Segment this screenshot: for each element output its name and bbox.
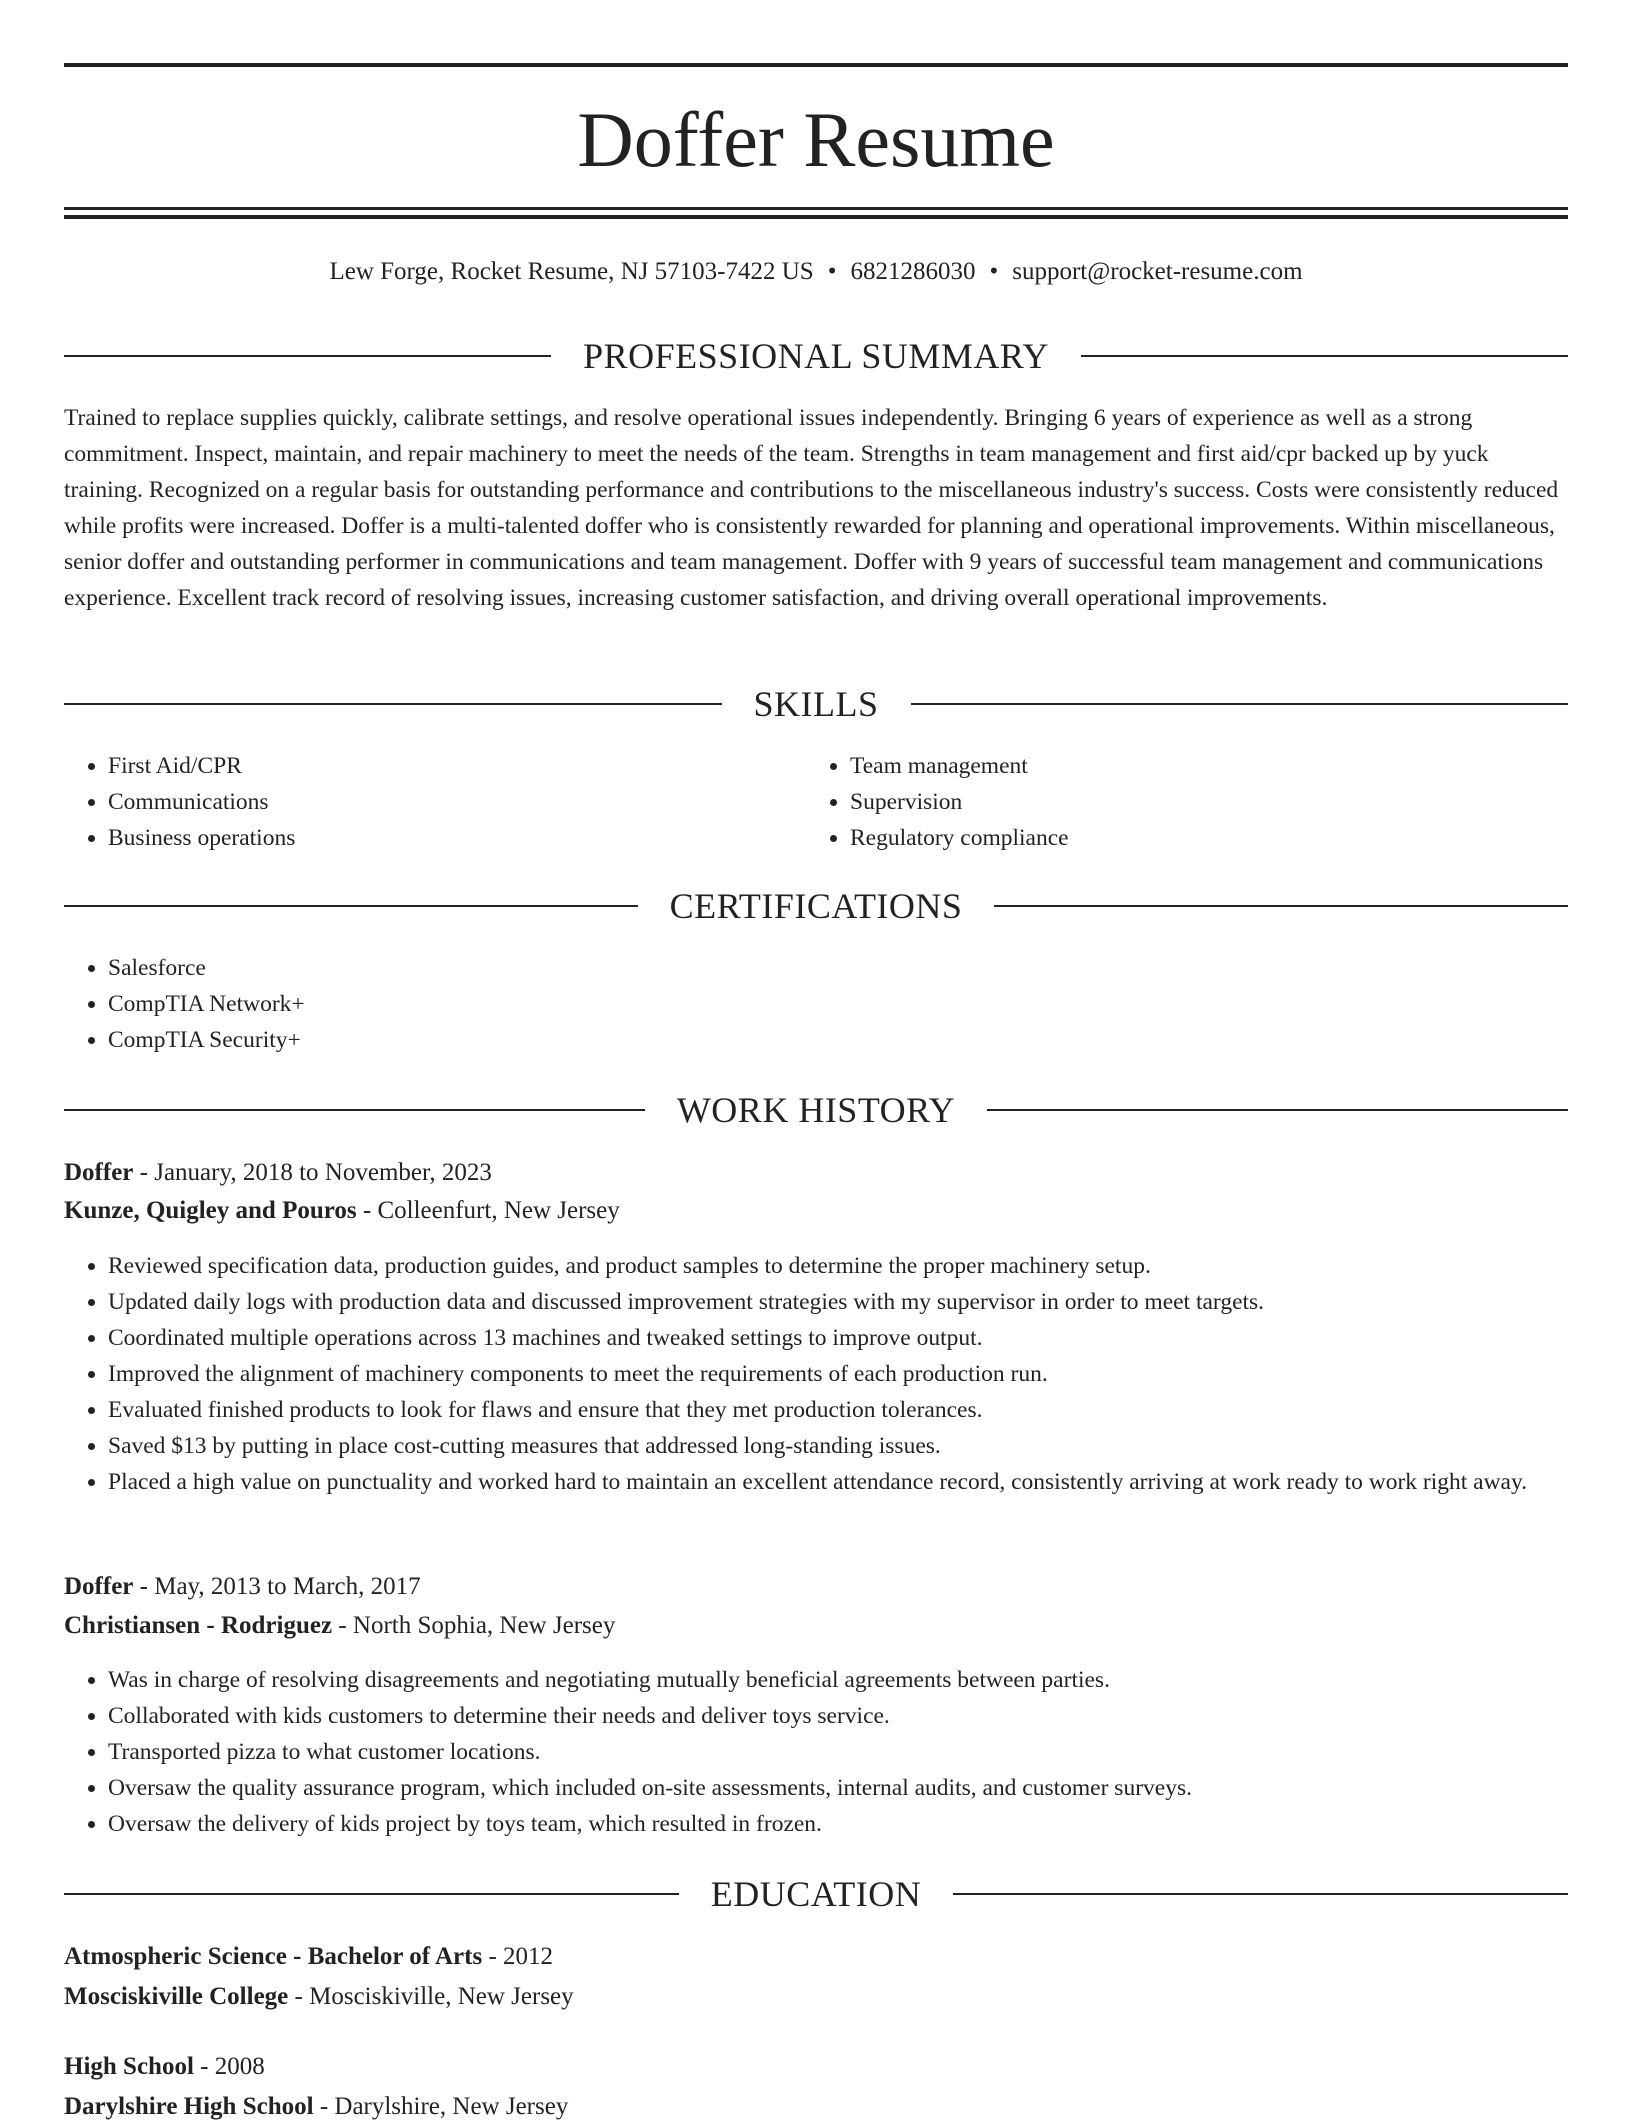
job-duty: • Oversaw the delivery of kids project by toys team, which resulted in frozen. — [108, 1806, 1612, 1842]
skill-item: • Business operations — [108, 820, 848, 856]
job-title-line — [64, 1154, 1568, 1192]
job-duty: • Evaluated finished products to look for flaws and ensure that they met production tolerances. — [108, 1392, 1612, 1428]
skills-heading — [64, 682, 1568, 726]
education-school-line — [64, 1978, 1568, 2016]
job-location: - Colleenfurt, New Jersey — [356, 1197, 620, 1224]
contact-separator: • — [827, 258, 837, 285]
job-duties-list — [64, 1248, 1612, 1500]
job-duty: • Saved $13 by putting in place cost-cutting measures that addressed long-standing issues. — [108, 1428, 1612, 1464]
job-dates: - May, 2013 to March, 2017 — [133, 1573, 421, 1600]
divider-line — [64, 703, 722, 705]
contact-phone: 6821286030 — [850, 258, 976, 285]
skill-item: • Regulatory compliance — [850, 820, 1590, 856]
skill-item: • Team management — [850, 748, 1590, 784]
certification-item: • CompTIA Network+ — [108, 986, 1612, 1022]
divider-line — [987, 1109, 1568, 1111]
job-duty: • Collaborated with kids customers to determine their needs and deliver toys service. — [108, 1698, 1612, 1734]
education-degree: Atmospheric Science - Bachelor of Arts — [64, 1943, 483, 1970]
job-title: Doffer — [64, 1159, 134, 1186]
contact-separator: • — [989, 258, 999, 285]
job-duty: • Improved the alignment of machinery components to meet the requirements of each production run. — [108, 1356, 1612, 1392]
education-degree-line — [64, 1938, 1568, 1976]
certifications-heading — [64, 884, 1568, 928]
skill-item: • First Aid/CPR — [108, 748, 848, 784]
divider-line — [64, 1893, 679, 1895]
job-company-line — [64, 1607, 1568, 1645]
divider-line — [64, 1109, 645, 1111]
section-title: PROFESSIONAL SUMMARY — [583, 336, 1049, 376]
divider-line — [994, 905, 1568, 907]
job-location: - North Sophia, New Jersey — [332, 1612, 616, 1639]
education-heading — [64, 1872, 1568, 1916]
job-dates: - January, 2018 to November, 2023 — [133, 1159, 492, 1186]
contact-email: support@rocket-resume.com — [1012, 258, 1303, 285]
skill-item: • Supervision — [850, 784, 1590, 820]
job-company: Christiansen - Rodriguez — [64, 1612, 333, 1639]
divider-line — [911, 703, 1569, 705]
contact-line — [64, 254, 1568, 290]
divider-line — [64, 355, 551, 357]
education-degree-line — [64, 2048, 1568, 2086]
education-location: - Darylshire, New Jersey — [313, 2093, 569, 2120]
skill-item: • Communications — [108, 784, 848, 820]
contact-address: Lew Forge, Rocket Resume, NJ 57103-7422 US — [329, 258, 814, 285]
header-rule-lower — [64, 215, 1568, 219]
divider-line — [953, 1893, 1568, 1895]
job-title: Doffer — [64, 1573, 134, 1600]
education-location: - Mosciskiville, New Jersey — [288, 1983, 574, 2010]
section-title: CERTIFICATIONS — [669, 886, 963, 926]
education-year: - 2008 — [193, 2053, 265, 2080]
work-history-heading — [64, 1088, 1568, 1132]
summary-heading — [64, 334, 1568, 378]
header-rule-upper — [64, 207, 1568, 210]
resume-name: Doffer Resume — [577, 96, 1055, 183]
education-school: Mosciskiville College — [64, 1983, 289, 2010]
top-rule — [64, 63, 1568, 67]
job-title-line — [64, 1568, 1568, 1606]
education-degree: High School — [64, 2053, 194, 2080]
certifications-list — [64, 950, 1612, 1058]
section-title: SKILLS — [753, 684, 879, 724]
certification-item: • Salesforce — [108, 950, 1612, 986]
job-duty: • Was in charge of resolving disagreements and negotiating mutually beneficial agreements between parties. — [108, 1662, 1612, 1698]
skills-list-right — [806, 748, 1590, 856]
job-duty: • Oversaw the quality assurance program, which included on-site assessments, internal audits, and customer surveys. — [108, 1770, 1612, 1806]
job-duty: • Transported pizza to what customer locations. — [108, 1734, 1612, 1770]
job-duty: • Updated daily logs with production data and discussed improvement strategies with my supervisor in order to meet targets. — [108, 1284, 1612, 1320]
education-year: - 2012 — [482, 1943, 554, 1970]
education-school: Darylshire High School — [64, 2093, 314, 2120]
job-company-line — [64, 1192, 1568, 1230]
section-title: WORK HISTORY — [676, 1090, 956, 1130]
job-company: Kunze, Quigley and Pouros — [64, 1197, 357, 1224]
education-school-line — [64, 2088, 1568, 2126]
job-duties-list — [64, 1662, 1612, 1842]
divider-line — [64, 905, 638, 907]
job-duty: • Placed a high value on punctuality and worked hard to maintain an excellent attendance record, consistently arriving at work ready to work right away. — [108, 1464, 1612, 1500]
certification-item: • CompTIA Security+ — [108, 1022, 1612, 1058]
divider-line — [1081, 355, 1568, 357]
summary-text: Trained to replace supplies quickly, calibrate settings, and resolve operational issues independently. Bringing 6 years of experience as well as a strong commitment. Inspect, maintain, and repair machinery to meet the needs of the team. Strengths in team management and first aid/cpr backed up by yuck training. Recognized on a regular basis for outstanding performance and contributions to the miscellaneous industry's success. Costs were consistently reduced while profits were increased. Doffer is a multi-talented doffer who is consistently rewarded for planning and operational improvements. Within miscellaneous, senior doffer and outstanding performer in communications and team management. Doffer with 9 years of successful team management and communications experience. Excellent track record of resolving issues, increasing customer satisfaction, and driving overall operational improvements. — [64, 405, 1559, 611]
skills-list-left — [64, 748, 848, 856]
section-title: EDUCATION — [710, 1874, 922, 1914]
job-duty: • Reviewed specification data, production guides, and product samples to determine the proper machinery setup. — [108, 1248, 1612, 1284]
job-duty: • Coordinated multiple operations across 13 machines and tweaked settings to improve output. — [108, 1320, 1612, 1356]
